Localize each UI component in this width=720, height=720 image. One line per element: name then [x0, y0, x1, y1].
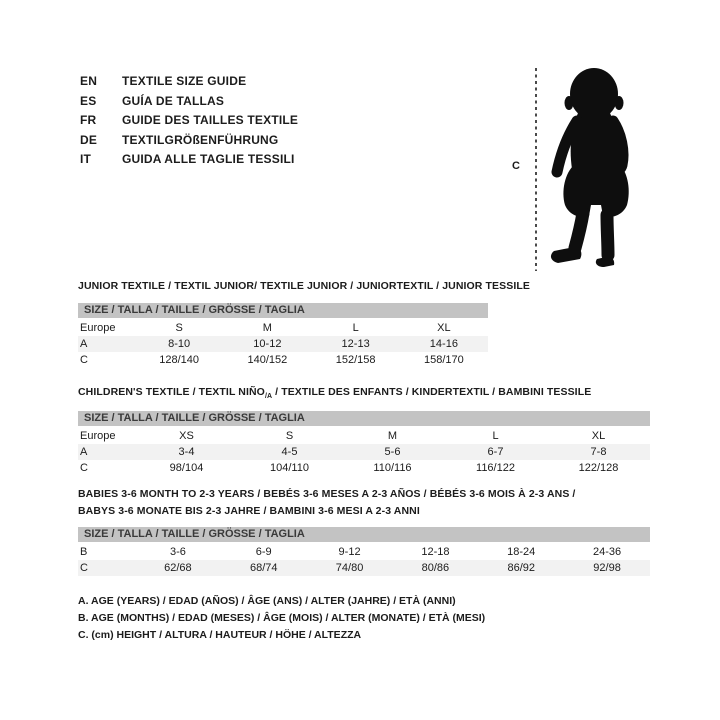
language-label: GUIDE DES TAILLES TEXTILE	[122, 113, 299, 127]
table-cell: 104/110	[270, 462, 309, 475]
table-cell: 62/68	[164, 562, 192, 574]
table-cell: 68/74	[249, 562, 278, 574]
language-row	[80, 150, 298, 170]
table-cell: XS	[179, 430, 194, 443]
table-title-line	[78, 503, 650, 520]
table-cell: 6-7	[487, 446, 504, 459]
language-code: FR	[80, 113, 97, 127]
language-label: TEXTILGRÖßENFÜHRUNG	[122, 132, 279, 147]
language-code: EN	[80, 74, 98, 88]
height-marker-label: C	[512, 160, 520, 172]
table-cell: L	[492, 430, 499, 443]
table-cell: 14-16	[429, 338, 458, 350]
table-cell: S	[285, 430, 294, 443]
size-table-babies	[78, 486, 650, 576]
table-cell: 3-4	[178, 446, 195, 459]
table-title-line	[78, 486, 650, 503]
language-label: GUÍA DE TALLAS	[122, 93, 225, 108]
table-title-part: / TEXTILE DES ENFANTS / KINDERTEXTIL / BAMBINI TESSILE	[272, 386, 592, 398]
table-cell: 158/170	[423, 354, 464, 366]
table-cell: L	[352, 322, 359, 334]
language-code: ES	[80, 93, 97, 108]
row-label: A	[80, 446, 88, 459]
table-cell: 140/152	[247, 354, 288, 366]
table-cell: 4-5	[281, 446, 298, 459]
row-label: C	[80, 354, 88, 366]
table-cell: 98/104	[169, 462, 204, 475]
table-row	[78, 352, 488, 368]
language-row	[80, 72, 298, 92]
table-cell: 18-24	[507, 546, 536, 558]
table-title	[78, 486, 650, 520]
row-label: B	[80, 546, 88, 558]
table-cell: 92/98	[593, 562, 621, 574]
row-label: A	[80, 338, 88, 350]
table-row	[78, 336, 488, 352]
table-body	[78, 320, 488, 368]
table-row	[78, 560, 650, 576]
language-code: DE	[80, 132, 98, 147]
table-cell: M	[387, 430, 398, 443]
language-label: TEXTILE SIZE GUIDE	[122, 74, 247, 88]
table-cell: 110/116	[373, 462, 412, 475]
table-title-line	[78, 278, 530, 295]
size-table-junior	[78, 278, 530, 368]
table-title-part: CHILDREN'S TEXTILE / TEXTIL NIÑO	[78, 386, 265, 398]
language-row	[80, 131, 298, 151]
table-cell: 128/140	[159, 354, 199, 366]
table-header-bar: SIZE / TALLA / TAILLE / GRÖSSE / TAGLIA	[78, 303, 488, 318]
language-label: GUIDA ALLE TAGLIE TESSILI	[122, 152, 295, 166]
table-cell: 116/122	[476, 462, 515, 475]
table-cell: 74/80	[335, 562, 364, 574]
language-row	[80, 111, 298, 131]
table-row	[78, 444, 650, 460]
table-cell: XL	[591, 430, 606, 443]
table-title-part: JUNIOR TEXTILE / TEXTIL JUNIOR/ TEXTILE JUNIOR / JUNIORTEXTIL / JUNIOR TESSILE	[78, 280, 530, 292]
table-cell: M	[262, 322, 272, 334]
footnote: C. (cm) HEIGHT / ALTURA / HAUTEUR / HÖHE / ALTEZZA	[78, 629, 362, 641]
size-table-children	[78, 384, 650, 476]
table-row	[78, 428, 650, 444]
row-label: C	[80, 462, 88, 475]
table-cell: 12-13	[341, 338, 370, 350]
table-title	[78, 278, 530, 295]
table-cell: 5-6	[384, 446, 401, 459]
table-cell: S	[175, 322, 183, 334]
footnote-list	[78, 593, 485, 644]
table-title	[78, 384, 650, 405]
table-title-part: BABYS 3-6 MONATE BIS 2-3 JAHRE / BAMBINI 3-6 MESI A 2-3 ANNI	[78, 505, 420, 517]
height-dashed-line	[535, 68, 537, 271]
table-cell: 7-8	[590, 446, 607, 459]
footnote: A. AGE (YEARS) / EDAD (AÑOS) / ÂGE (ANS) / ALTER (JAHRE) / ETÀ (ANNI)	[78, 595, 456, 607]
table-body	[78, 544, 650, 576]
row-label: Europe	[80, 430, 116, 443]
table-cell: XL	[437, 322, 451, 334]
table-cell: 8-10	[168, 338, 191, 350]
table-row	[78, 320, 488, 336]
table-body	[78, 428, 650, 476]
table-cell: 3-6	[169, 546, 186, 558]
table-header-bar: SIZE / TALLA / TAILLE / GRÖSSE / TAGLIA	[78, 527, 650, 542]
table-cell: 80/86	[421, 562, 450, 574]
table-row	[78, 544, 650, 560]
table-cell: 86/92	[507, 562, 535, 574]
language-code: IT	[80, 152, 92, 166]
table-cell: 12-18	[421, 546, 450, 558]
language-row	[80, 92, 298, 112]
table-title-line	[78, 384, 650, 405]
table-cell: 10-12	[253, 338, 282, 350]
row-label: C	[80, 562, 88, 574]
table-cell: 24-36	[592, 546, 622, 558]
table-cell: 152/158	[335, 354, 376, 366]
table-header-bar: SIZE / TALLA / TAILLE / GRÖSSE / TAGLIA	[78, 411, 650, 426]
footnote: B. AGE (MONTHS) / EDAD (MESES) / ÂGE (MOIS) / ALTER (MONATE) / ETÀ (MESI)	[78, 612, 486, 624]
table-title-part: /A	[264, 393, 273, 401]
toddler-silhouette-icon	[542, 67, 648, 270]
table-row	[78, 460, 650, 476]
table-title-part: BABIES 3-6 MONTH TO 2-3 YEARS / BEBÉS 3-6 MESES A 2-3 AÑOS / BÉBÉS 3-6 MOIS À 2-3 ANS /	[78, 488, 576, 500]
table-cell: 6-9	[255, 546, 272, 558]
table-cell: 122/128	[578, 462, 619, 475]
row-label: Europe	[80, 322, 116, 334]
table-cell: 9-12	[338, 546, 361, 558]
language-list	[80, 72, 298, 170]
